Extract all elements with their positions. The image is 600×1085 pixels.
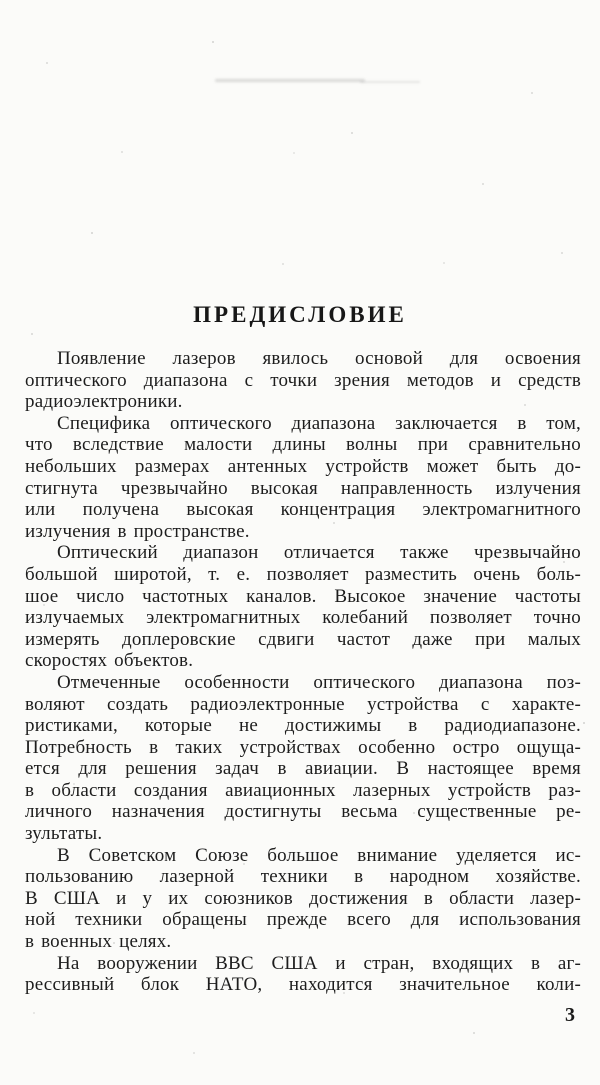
text-line: радиоэлектроники.	[25, 391, 183, 413]
text-line: На вооружении ВВС США и стран, входящих в аг-	[57, 952, 581, 974]
text-line: Потребность в таких устройствах особенно остро ощуща-	[25, 736, 581, 758]
paragraph	[25, 413, 581, 543]
paragraph	[25, 672, 581, 845]
text-line: В США и у их союзников достижения в области лазер-	[25, 887, 581, 909]
text-line: ется для решения задач в авиации. В настоящее время	[25, 758, 581, 780]
text-line: воляют создать радиоэлектронные устройства с характе-	[25, 693, 581, 715]
text-line: в области создания авиационных лазерных устройств раз-	[25, 779, 581, 801]
text-line: скоростях объектов.	[25, 650, 194, 672]
paragraph	[25, 348, 581, 413]
text-line: оптического диапазона с точки зрения методов и средств	[25, 369, 581, 391]
body-text	[25, 348, 581, 996]
paragraph	[25, 542, 581, 672]
text-line: или получена высокая концентрация электромагнитного	[25, 499, 581, 521]
text-line: ристиками, которые не достижимы в радиодиапазоне.	[25, 715, 581, 737]
text-line: небольших размерах антенных устройств может быть до-	[25, 455, 581, 477]
paragraph	[25, 845, 581, 953]
text-line: Специфика оптического диапазона заключается в том,	[57, 412, 581, 434]
page-number: 3	[565, 1004, 575, 1026]
text-line: в военных целях.	[25, 931, 172, 953]
text-line: пользованию лазерной техники в народном хозяйстве.	[25, 866, 581, 888]
scan-artifact	[360, 81, 420, 83]
text-line: большой широтой, т. е. позволяет разместить очень боль-	[25, 563, 581, 585]
page-title: ПРЕДИСЛОВИЕ	[193, 302, 407, 327]
text-line: Появление лазеров явилось основой для освоения	[57, 348, 581, 369]
text-line: Отмеченные особенности оптического диапазона поз-	[57, 671, 581, 693]
text-line: излучения в пространстве.	[25, 520, 250, 542]
text-line: стигнута чрезвычайно высокая направленность излучения	[25, 477, 581, 499]
text-line: излучаемых электромагнитных колебаний позволяет точно	[25, 607, 581, 629]
scan-noise	[0, 0, 2, 2]
text-line: ной техники обращены прежде всего для использования	[25, 909, 581, 931]
text-line: В Советском Союзе большое внимание уделяется ис-	[57, 844, 581, 866]
text-line: зультаты.	[25, 823, 103, 845]
text-line: рессивный блок НАТО, находится значительное коли-	[25, 974, 581, 996]
text-line: личного назначения достигнуты весьма существенные ре-	[25, 801, 581, 823]
text-line: что вследствие малости длины волны при сравнительно	[25, 434, 581, 456]
text-line: шое число частотных каналов. Высокое значение частоты	[25, 585, 581, 607]
paragraph	[25, 953, 581, 996]
text-line: Оптический диапазон отличается также чрезвычайно	[57, 542, 581, 564]
text-line: измерять доплеровские сдвиги частот даже при малых	[25, 628, 581, 650]
scan-artifact	[215, 79, 365, 82]
